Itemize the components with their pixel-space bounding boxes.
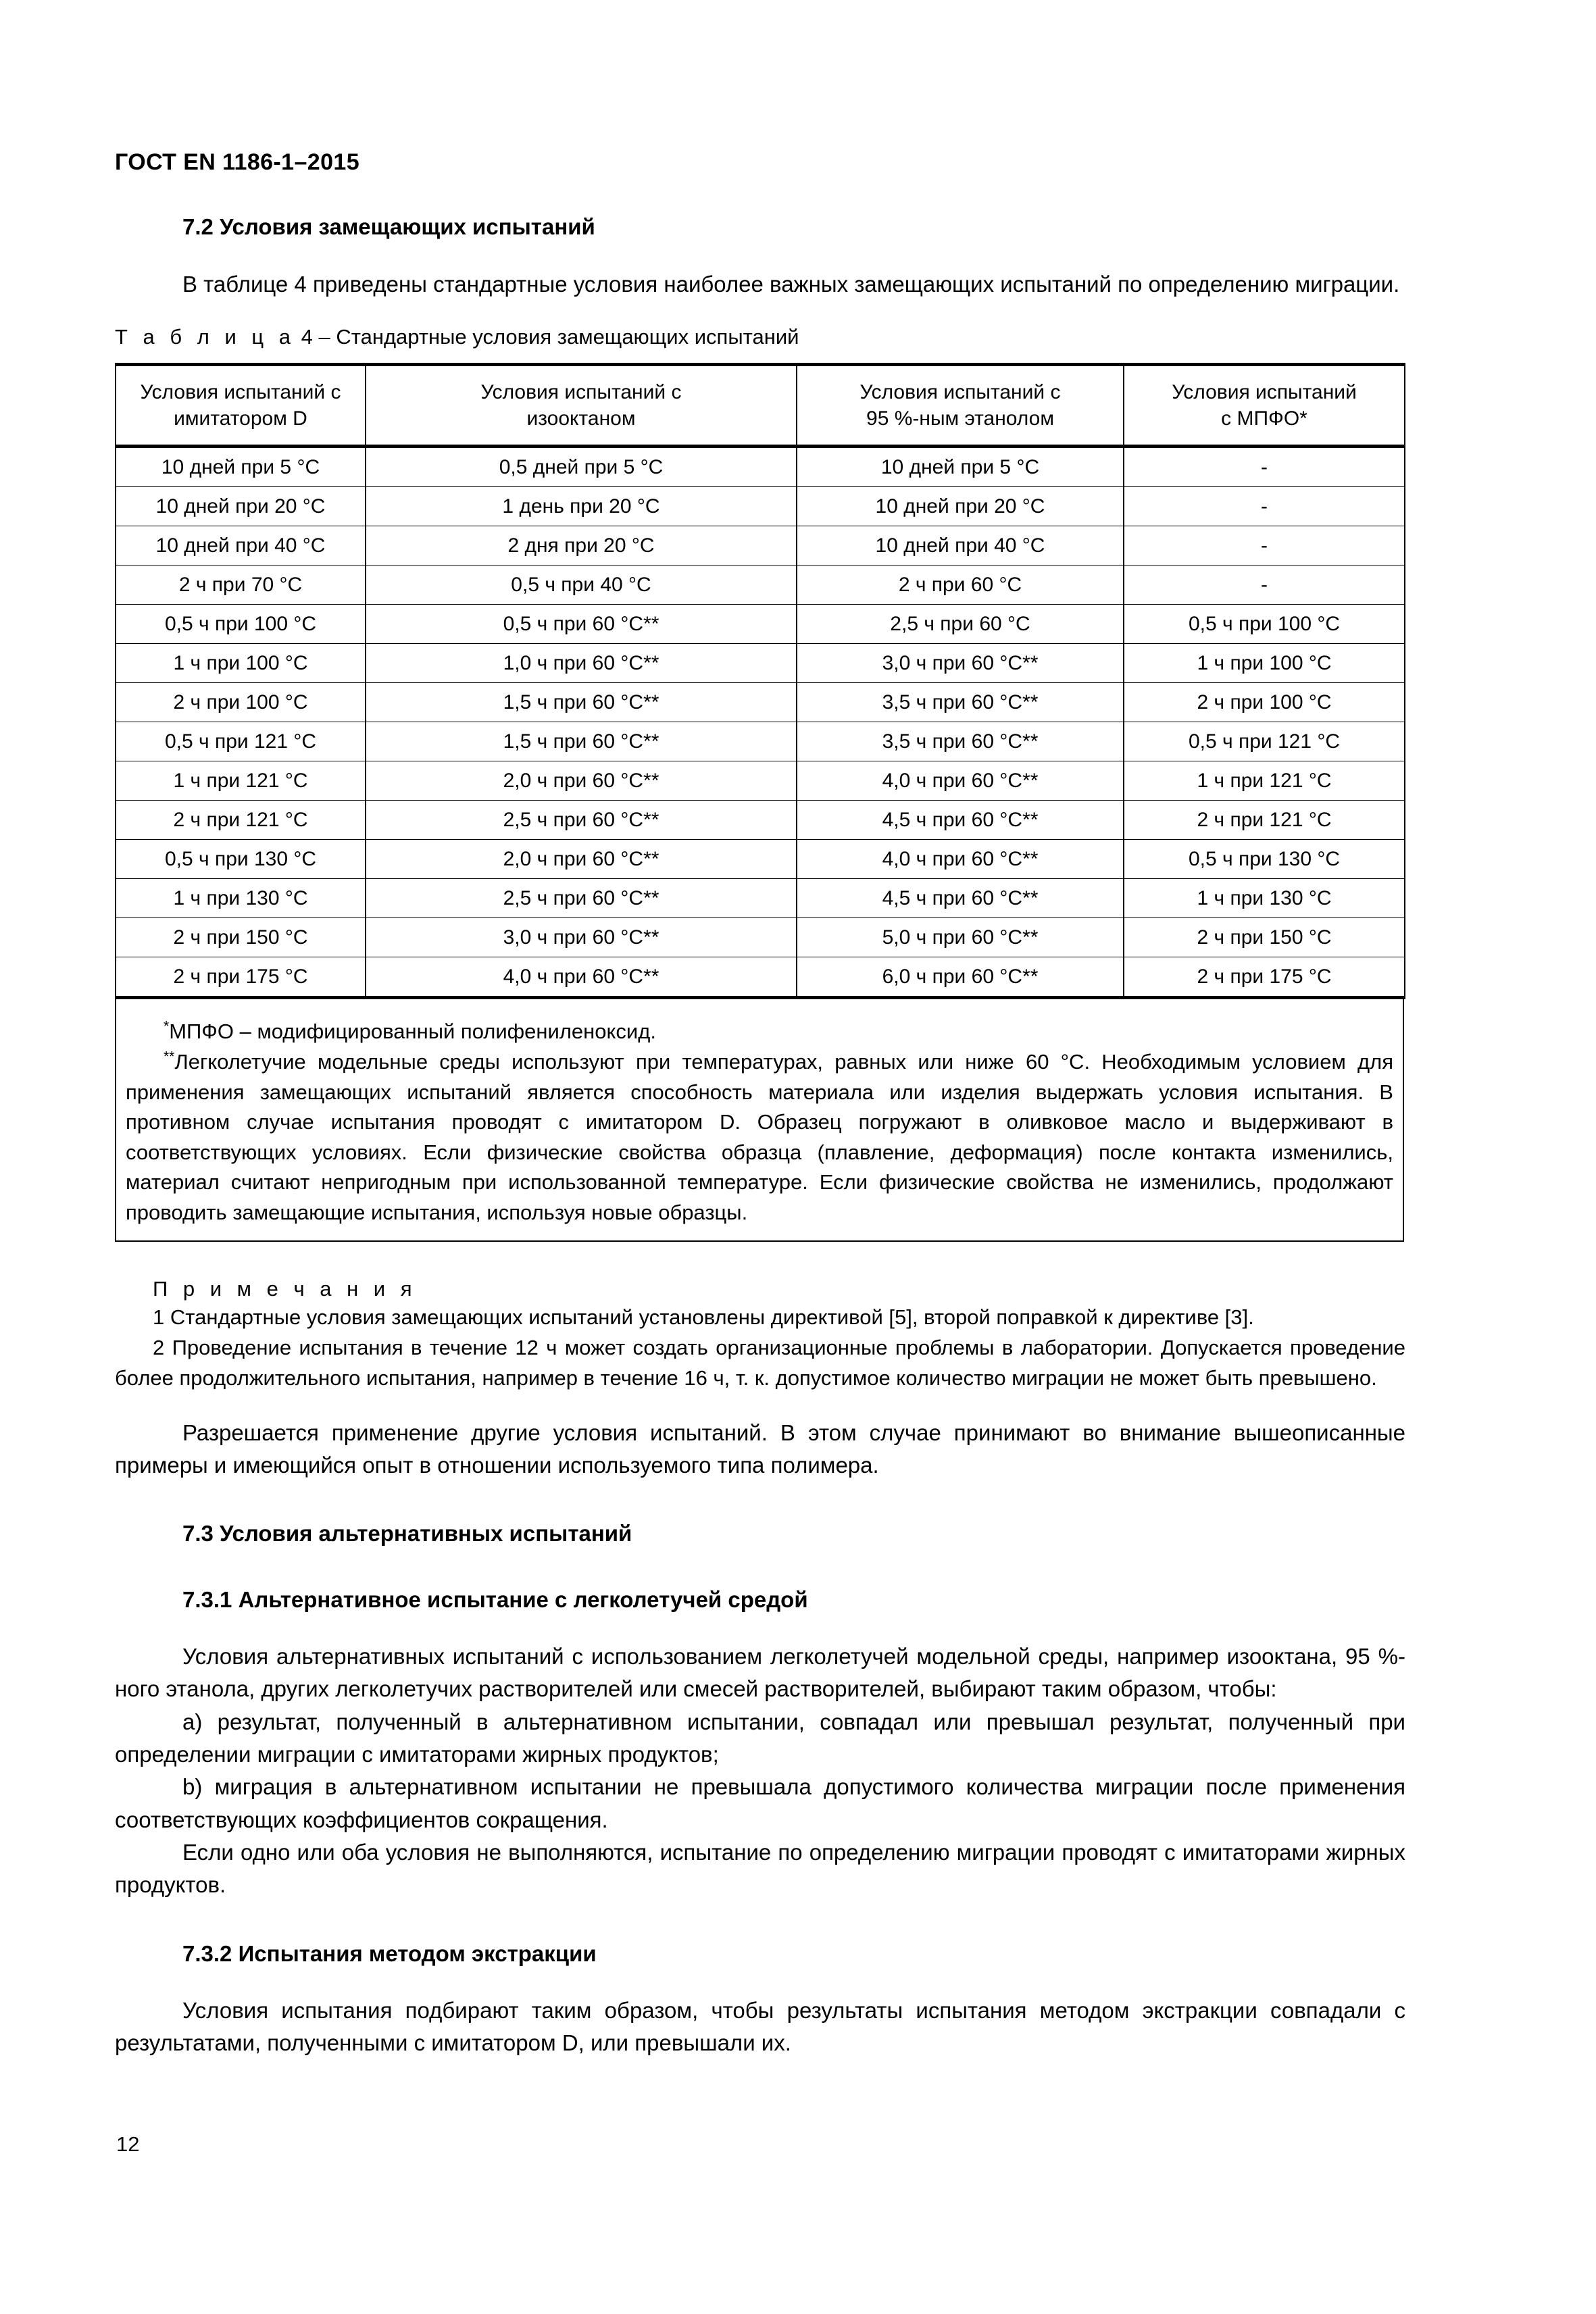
cell: 3,0 ч при 60 °C**	[797, 644, 1124, 683]
note-2: 2 Проведение испытания в течение 12 ч может создать организационные проблемы в лаборатории. Допускается проведение более продолжительного испытания, например в течение 16 ч, т. к. допустимое количество миграции не может быть превышено.	[115, 1335, 1405, 1390]
cell: 2,5 ч при 60 °C**	[366, 879, 797, 918]
running-header: ГОСТ EN 1186-1–2015	[115, 149, 360, 175]
cell: 2 ч при 100 °C	[1124, 683, 1405, 722]
spacer	[115, 1394, 1405, 1417]
cell: 4,0 ч при 60 °C**	[797, 761, 1124, 801]
header-line: изооктаном	[526, 407, 636, 430]
cell: -	[1124, 487, 1405, 526]
cell: 2,0 ч при 60 °C**	[366, 840, 797, 879]
table-row	[116, 879, 1405, 918]
cell: 2,5 ч при 60 °C	[797, 605, 1124, 644]
cell: 1 ч при 121 °C	[1124, 761, 1405, 801]
note-1: 1 Стандартные условия замещающих испытаний установлены директивой [5], второй поправкой к директиве [3].	[153, 1305, 1254, 1329]
cell: 3,5 ч при 60 °C**	[797, 722, 1124, 761]
table-row	[116, 487, 1405, 526]
paragraph-7-2-intro: В таблице 4 приведены стандартные условия наиболее важных замещающих испытаний по определению миграции.	[182, 271, 1400, 297]
cell: 2 ч при 60 °C	[797, 565, 1124, 605]
table-row	[116, 565, 1405, 605]
footnote-2-text: Легколетучие модельные среды используют при температурах, равных или ниже 60 °C. Необходимым условием для применения замещающих испытаний является способность материала или изделия выдержать условия испытания. В противном случае испытания проводят с имитатором D. Образец погружают в оливковое масло и выдерживают в соответствующих условиях. Если физические свойства образца (плавление, деформация) после контакта изменились, материал считают непригодным при использованной температуре. Если физические свойства не изменились, продолжают проводить замещающие испытания, используя новые образцы.	[126, 1049, 1393, 1225]
footnote-1	[126, 1017, 1393, 1047]
cell: 5,0 ч при 60 °C**	[797, 918, 1124, 957]
cell: 3,0 ч при 60 °C**	[366, 918, 797, 957]
table-row	[116, 801, 1405, 840]
cell: 1 ч при 130 °C	[116, 879, 366, 918]
spacer	[115, 1613, 1405, 1640]
table-row	[116, 683, 1405, 722]
heading-7-3-2: 7.3.2 Испытания методом экстракции	[182, 1940, 597, 1966]
cell: 1 день при 20 °C	[366, 487, 797, 526]
header-line: 95 %-ным этанолом	[866, 407, 1054, 430]
cell: 2 ч при 150 °C	[1124, 918, 1405, 957]
cell: 2 ч при 175 °C	[1124, 957, 1405, 998]
table-row	[116, 761, 1405, 801]
table-caption	[115, 324, 1405, 351]
cell: 2,5 ч при 60 °C**	[366, 801, 797, 840]
header-line: Условия испытаний	[1172, 381, 1357, 404]
cell: 4,0 ч при 60 °C**	[366, 957, 797, 998]
table-footnotes	[115, 999, 1404, 1241]
spacer	[115, 1482, 1405, 1519]
cell: 2 ч при 121 °C	[1124, 801, 1405, 840]
table-row	[116, 957, 1405, 998]
column-header-isooctane	[366, 365, 797, 447]
header-line: Условия испытаний с	[480, 381, 682, 404]
cell: 0,5 ч при 121 °C	[1124, 722, 1405, 761]
spacer	[115, 175, 1405, 213]
spacer	[115, 1902, 1405, 1940]
cell: 0,5 ч при 130 °C	[1124, 840, 1405, 879]
header-line: с МПФО*	[1221, 407, 1307, 430]
footnote-marker-double: **	[164, 1049, 175, 1065]
cell: 0,5 ч при 100 °C	[116, 605, 366, 644]
cell: 0,5 ч при 60 °C**	[366, 605, 797, 644]
cell: 1 ч при 121 °C	[116, 761, 366, 801]
table-row	[116, 722, 1405, 761]
cell: 0,5 ч при 121 °C	[116, 722, 366, 761]
heading-7-3-1: 7.3.1 Альтернативное испытание с легколетучей средой	[182, 1586, 808, 1612]
footnote-1-text: МПФО – модифицированный полифениленоксид.	[169, 1020, 656, 1044]
spacer	[115, 1242, 1405, 1276]
page-content	[115, 0, 1405, 2060]
table-row	[116, 605, 1405, 644]
list-item-a: a) результат, полученный в альтернативном испытании, совпадал или превышал результат, полученный при определении миграции с имитаторами жирных продуктов;	[115, 1709, 1405, 1767]
cell: 6,0 ч при 60 °C**	[797, 957, 1124, 998]
spacer	[115, 1548, 1405, 1586]
cell: 1,5 ч при 60 °C**	[366, 722, 797, 761]
table-caption-rest: 4 – Стандартные условия замещающих испытаний	[301, 324, 799, 349]
cell: 0,5 дней при 5 °C	[366, 447, 797, 487]
table-header-row	[116, 365, 1405, 447]
heading-7-2: 7.2 Условия замещающих испытаний	[182, 214, 595, 240]
cell: 2 ч при 121 °C	[116, 801, 366, 840]
table-row	[116, 447, 1405, 487]
cell: 2 ч при 150 °C	[116, 918, 366, 957]
cell: 10 дней при 40 °C	[797, 526, 1124, 565]
cell: 1 ч при 100 °C	[1124, 644, 1405, 683]
cell: 10 дней при 20 °C	[116, 487, 366, 526]
footnote-2	[126, 1047, 1393, 1228]
cell: 0,5 ч при 130 °C	[116, 840, 366, 879]
table-row	[116, 644, 1405, 683]
cell: 0,5 ч при 100 °C	[1124, 605, 1405, 644]
header-line: Условия испытаний с	[859, 381, 1061, 404]
cell: 1,5 ч при 60 °C**	[366, 683, 797, 722]
table-caption-label: Т а б л и ц а	[115, 324, 296, 349]
cell: -	[1124, 565, 1405, 605]
paragraph-7-3-1-intro: Условия альтернативных испытаний с использованием легколетучей модельной среды, например изооктана, 95 %-ного этанола, других легколетучих растворителей или смесей растворителей, выбирают таким образом, чтобы:	[115, 1643, 1405, 1702]
standard-conditions-table	[115, 363, 1405, 999]
cell: 4,0 ч при 60 °C**	[797, 840, 1124, 879]
page-number: 12	[116, 2132, 140, 2156]
header-line: Условия испытаний с	[140, 381, 341, 404]
cell: 2 дня при 20 °C	[366, 526, 797, 565]
table-row	[116, 526, 1405, 565]
cell: 3,5 ч при 60 °C**	[797, 683, 1124, 722]
cell: 1 ч при 100 °C	[116, 644, 366, 683]
spacer	[115, 351, 1405, 363]
cell: 10 дней при 20 °C	[797, 487, 1124, 526]
cell: 10 дней при 5 °C	[116, 447, 366, 487]
cell: -	[1124, 526, 1405, 565]
paragraph-7-3-2: Условия испытания подбирают таким образом, чтобы результаты испытания методом экстракции совпадали с результатами, полученными с имитатором D, или превышали их.	[115, 1997, 1405, 2056]
cell: 2 ч при 70 °C	[116, 565, 366, 605]
cell: 4,5 ч при 60 °C**	[797, 879, 1124, 918]
heading-7-3: 7.3 Условия альтернативных испытаний	[182, 1521, 632, 1546]
footnote-marker-single: *	[164, 1018, 170, 1034]
table-body	[116, 447, 1405, 998]
cell: 10 дней при 5 °C	[797, 447, 1124, 487]
list-item-b: b) миграция в альтернативном испытании не превышала допустимого количества миграции после применения соответствующих коэффициентов сокращения.	[115, 1774, 1405, 1832]
column-header-mppo	[1124, 365, 1405, 447]
cell: 4,5 ч при 60 °C**	[797, 801, 1124, 840]
cell: -	[1124, 447, 1405, 487]
table-row	[116, 840, 1405, 879]
cell: 1 ч при 130 °C	[1124, 879, 1405, 918]
cell: 2 ч при 175 °C	[116, 957, 366, 998]
spacer	[115, 241, 1405, 268]
paragraph-other-conditions: Разрешается применение другие условия испытаний. В этом случае принимают во внимание вышеописанные примеры и имеющийся опыт в отношении используемого типа полимера.	[115, 1419, 1405, 1478]
cell: 2 ч при 100 °C	[116, 683, 366, 722]
paragraph-7-3-1-conclusion: Если одно или оба условия не выполняются, испытание по определению миграции проводят с имитаторами жирных продуктов.	[115, 1840, 1405, 1898]
spacer	[115, 1967, 1405, 1994]
spacer	[115, 301, 1405, 324]
cell: 10 дней при 40 °C	[116, 526, 366, 565]
column-header-ethanol-95	[797, 365, 1124, 447]
cell: 1,0 ч при 60 °C**	[366, 644, 797, 683]
table-head	[116, 365, 1405, 447]
cell: 2,0 ч при 60 °C**	[366, 761, 797, 801]
table-row	[116, 918, 1405, 957]
column-header-simulant-d	[116, 365, 366, 447]
cell: 0,5 ч при 40 °C	[366, 565, 797, 605]
header-line: имитатором D	[174, 407, 307, 430]
notes-heading: П р и м е ч а н и я	[153, 1276, 417, 1301]
